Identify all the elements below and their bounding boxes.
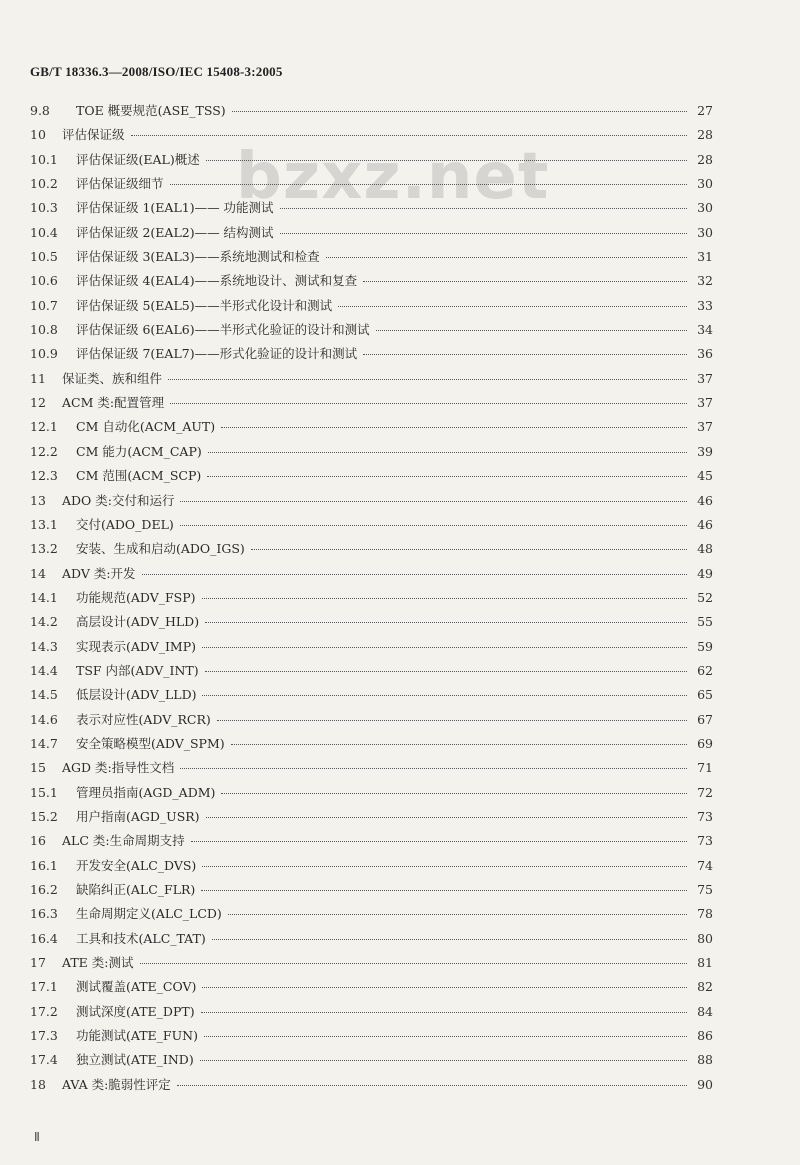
toc-entry-title: 测试覆盖(ATE_COV) xyxy=(76,979,197,995)
toc-entry-number: 11 xyxy=(30,370,46,386)
toc-entry-number: 14.5 xyxy=(30,687,58,703)
toc-dot-leader xyxy=(177,1085,687,1086)
toc-entry-title: 评估保证级(EAL)概述 xyxy=(76,151,200,167)
toc-entry-number: 10.6 xyxy=(30,273,58,289)
toc-entry[interactable] xyxy=(30,880,713,904)
toc-entry[interactable] xyxy=(30,856,713,880)
toc-entry-page: 37 xyxy=(697,395,713,411)
toc-entry-page: 55 xyxy=(697,614,713,630)
toc-entry-title: 实现表示(ADV_IMP) xyxy=(76,638,197,654)
toc-entry-title: ATE 类:测试 xyxy=(62,955,134,971)
toc-entry-title: 评估保证级 4(EAL4)——系统地设计、测试和复查 xyxy=(76,273,358,289)
toc-entry-title: TOE 概要规范(ASE_TSS) xyxy=(76,103,226,118)
toc-dot-leader xyxy=(217,720,687,721)
toc-entry-title: 评估保证级 5(EAL5)——半形式化设计和测试 xyxy=(76,297,333,313)
toc-dot-leader xyxy=(142,574,687,575)
toc-entry-page: 71 xyxy=(697,760,713,776)
toc-dot-leader xyxy=(140,963,688,964)
toc-entry-number: 14.6 xyxy=(30,711,58,727)
toc-entry-page: 75 xyxy=(697,882,713,897)
toc-dot-leader xyxy=(131,135,687,136)
toc-entry-number: 15.2 xyxy=(30,808,58,824)
toc-entry-title: 工具和技术(ALC_TAT) xyxy=(76,930,206,946)
toc-entry[interactable] xyxy=(30,491,713,515)
toc-entry[interactable] xyxy=(30,442,713,466)
toc-entry-page: 78 xyxy=(697,906,713,922)
toc-entry-number: 10.9 xyxy=(30,346,58,362)
toc-entry[interactable] xyxy=(30,150,713,174)
toc-entry-title: 功能规范(ADV_FSP) xyxy=(76,589,196,605)
toc-entry-page: 49 xyxy=(697,565,713,581)
toc-entry[interactable] xyxy=(30,904,713,928)
page-number-footer: Ⅱ xyxy=(34,1130,40,1144)
toc-dot-leader xyxy=(202,987,687,988)
toc-dot-leader xyxy=(232,111,687,112)
toc-entry-number: 16.2 xyxy=(30,882,58,897)
toc-entry[interactable] xyxy=(30,637,713,661)
toc-dot-leader xyxy=(251,549,687,550)
toc-entry-page: 33 xyxy=(697,297,713,313)
toc-entry-title: 测试深度(ATE_DPT) xyxy=(76,1003,195,1019)
toc-entry-number: 12.2 xyxy=(30,443,58,459)
toc-entry-page: 90 xyxy=(697,1076,713,1092)
toc-entry[interactable] xyxy=(30,929,713,953)
toc-entry[interactable] xyxy=(30,515,713,539)
toc-entry-page: 46 xyxy=(697,492,713,508)
toc-entry-number: 16.4 xyxy=(30,930,58,946)
toc-entry-number: 17 xyxy=(30,955,46,971)
toc-entry-page: 32 xyxy=(697,273,713,289)
toc-entry-title: ALC 类:生命周期支持 xyxy=(62,833,185,849)
toc-dot-leader xyxy=(338,306,687,307)
toc-dot-leader xyxy=(180,768,687,769)
toc-entry-title: 表示对应性(ADV_RCR) xyxy=(76,711,211,727)
toc-entry-number: 13.1 xyxy=(30,516,58,532)
toc-entry[interactable] xyxy=(30,758,713,782)
toc-entry[interactable] xyxy=(30,1050,713,1074)
toc-entry-page: 45 xyxy=(697,468,713,484)
toc-entry[interactable] xyxy=(30,612,713,636)
toc-entry-page: 67 xyxy=(697,711,713,727)
toc-entry-title: ADO 类:交付和运行 xyxy=(62,492,175,508)
toc-entry[interactable] xyxy=(30,734,713,758)
toc-entry-number: 16.3 xyxy=(30,906,58,922)
toc-entry[interactable] xyxy=(30,344,713,368)
standard-id-header: GB/T 18336.3—2008/ISO/IEC 15408-3:2005 xyxy=(30,64,283,79)
toc-entry-title: 缺陷纠正(ALC_FLR) xyxy=(76,882,196,897)
toc-entry[interactable] xyxy=(30,807,713,831)
toc-entry-page: 31 xyxy=(697,249,713,265)
toc-entry-number: 14.4 xyxy=(30,662,58,678)
toc-entry-page: 86 xyxy=(697,1028,713,1044)
toc-entry-title: 交付(ADO_DEL) xyxy=(76,516,174,532)
toc-entry-page: 73 xyxy=(697,833,713,849)
toc-dot-leader xyxy=(168,379,687,380)
toc-dot-leader xyxy=(280,233,687,234)
toc-dot-leader xyxy=(204,1036,687,1037)
toc-entry[interactable] xyxy=(30,539,713,563)
toc-entry[interactable] xyxy=(30,271,713,295)
toc-entry-title: 用户指南(AGD_USR) xyxy=(76,808,200,824)
toc-entry-title: 低层设计(ADV_LLD) xyxy=(76,687,197,703)
toc-entry-page: 30 xyxy=(697,200,713,216)
toc-entry-page: 88 xyxy=(697,1052,713,1068)
toc-dot-leader xyxy=(376,330,687,331)
toc-entry-number: 10.2 xyxy=(30,176,58,192)
toc-dot-leader xyxy=(363,354,687,355)
toc-dot-leader xyxy=(221,793,687,794)
toc-entry-title: 高层设计(ADV_HLD) xyxy=(76,614,200,630)
toc-dot-leader xyxy=(170,184,687,185)
toc-entry-page: 69 xyxy=(697,735,713,751)
toc-entry-number: 9.8 xyxy=(30,103,50,118)
toc-entry-title: 评估保证级细节 xyxy=(76,176,164,192)
toc-entry-page: 39 xyxy=(697,443,713,459)
toc-entry-page: 27 xyxy=(697,103,713,118)
toc-dot-leader xyxy=(231,744,687,745)
toc-entry-page: 46 xyxy=(697,516,713,532)
toc-entry[interactable] xyxy=(30,953,713,977)
toc-entry[interactable] xyxy=(30,1002,713,1026)
toc-entry-number: 18 xyxy=(30,1076,46,1092)
toc-entry-title: 保证类、族和组件 xyxy=(62,370,163,386)
toc-entry[interactable] xyxy=(30,588,713,612)
toc-entry[interactable] xyxy=(30,685,713,709)
toc-entry-page: 81 xyxy=(697,955,713,971)
toc-dot-leader xyxy=(202,866,687,867)
toc-entry-title: 评估保证级 1(EAL1)—— 功能测试 xyxy=(76,200,274,216)
toc-dot-leader xyxy=(205,671,687,672)
toc-entry-title: 评估保证级 6(EAL6)——半形式化验证的设计和测试 xyxy=(76,322,370,338)
toc-entry-title: 评估保证级 7(EAL7)——形式化验证的设计和测试 xyxy=(76,346,358,362)
toc-entry-number: 10 xyxy=(30,127,46,143)
toc-entry-number: 17.1 xyxy=(30,979,58,995)
toc-entry-title: TSF 内部(ADV_INT) xyxy=(76,662,199,678)
toc-dot-leader xyxy=(201,890,687,891)
toc-entry[interactable] xyxy=(30,831,713,855)
toc-entry-number: 14.2 xyxy=(30,614,58,630)
toc-entry-title: CM 范围(ACM_SCP) xyxy=(76,468,202,484)
toc-entry-number: 10.3 xyxy=(30,200,58,216)
toc-dot-leader xyxy=(191,841,687,842)
toc-entry-title: ACM 类:配置管理 xyxy=(62,395,165,411)
toc-entry-page: 30 xyxy=(697,176,713,192)
toc-entry-number: 13.2 xyxy=(30,541,58,557)
toc-dot-leader xyxy=(180,525,687,526)
toc-entry-page: 59 xyxy=(697,638,713,654)
toc-entry-page: 80 xyxy=(697,930,713,946)
toc-entry[interactable] xyxy=(30,661,713,685)
toc-entry-page: 84 xyxy=(697,1003,713,1019)
toc-entry-title: 评估保证级 3(EAL3)——系统地测试和检查 xyxy=(76,249,320,265)
toc-dot-leader xyxy=(207,476,687,477)
toc-entry[interactable] xyxy=(30,174,713,198)
toc-entry-number: 15.1 xyxy=(30,784,58,800)
toc-entry-page: 34 xyxy=(697,322,713,338)
toc-dot-leader xyxy=(201,1012,687,1013)
toc-entry-page: 74 xyxy=(697,857,713,873)
toc-entry[interactable] xyxy=(30,1075,713,1099)
toc-entry-title: AVA 类:脆弱性评定 xyxy=(62,1076,171,1092)
toc-dot-leader xyxy=(170,403,687,404)
toc-entry-number: 12.3 xyxy=(30,468,58,484)
toc-dot-leader xyxy=(326,257,687,258)
toc-entry-number: 14 xyxy=(30,565,46,581)
toc-entry-number: 16.1 xyxy=(30,857,58,873)
toc-entry[interactable] xyxy=(30,223,713,247)
toc-entry-number: 15 xyxy=(30,760,46,776)
toc-entry[interactable] xyxy=(30,247,713,271)
toc-entry-title: 功能测试(ATE_FUN) xyxy=(76,1028,198,1044)
toc-dot-leader xyxy=(363,281,687,282)
toc-entry-page: 37 xyxy=(697,419,713,435)
toc-dot-leader xyxy=(280,208,687,209)
toc-dot-leader xyxy=(200,1060,687,1061)
toc-entry-title: 评估保证级 xyxy=(62,127,125,143)
toc-entry-page: 37 xyxy=(697,370,713,386)
toc-entry-page: 30 xyxy=(697,224,713,240)
toc-entry-number: 13 xyxy=(30,492,46,508)
toc-entry-number: 10.5 xyxy=(30,249,58,265)
toc-entry[interactable] xyxy=(30,320,713,344)
toc-entry-page: 73 xyxy=(697,808,713,824)
toc-entry[interactable] xyxy=(30,977,713,1001)
toc-entry-number: 14.3 xyxy=(30,638,58,654)
toc-entry[interactable] xyxy=(30,125,713,149)
toc-entry-number: 17.3 xyxy=(30,1028,58,1044)
toc-entry[interactable] xyxy=(30,417,713,441)
toc-entry-title: 评估保证级 2(EAL2)—— 结构测试 xyxy=(76,224,274,240)
toc-entry[interactable] xyxy=(30,564,713,588)
toc-dot-leader xyxy=(202,695,687,696)
toc-entry-number: 16 xyxy=(30,833,46,849)
table-of-contents xyxy=(30,101,713,1099)
toc-entry-title: 开发安全(ALC_DVS) xyxy=(76,857,197,873)
toc-entry-number: 12 xyxy=(30,395,46,411)
toc-entry[interactable] xyxy=(30,466,713,490)
toc-entry-title: 管理员指南(AGD_ADM) xyxy=(76,784,216,800)
toc-entry-number: 14.7 xyxy=(30,735,58,751)
toc-entry-title: 安装、生成和启动(ADO_IGS) xyxy=(76,541,245,557)
toc-entry-number: 10.1 xyxy=(30,151,58,167)
toc-entry-title: CM 能力(ACM_CAP) xyxy=(76,443,202,459)
toc-entry[interactable] xyxy=(30,296,713,320)
toc-dot-leader xyxy=(206,817,687,818)
toc-entry-page: 62 xyxy=(697,662,713,678)
toc-entry-page: 28 xyxy=(697,151,713,167)
toc-entry-number: 10.4 xyxy=(30,224,58,240)
toc-dot-leader xyxy=(202,647,687,648)
toc-entry[interactable] xyxy=(30,393,713,417)
toc-entry-page: 36 xyxy=(697,346,713,362)
toc-entry-title: AGD 类:指导性文档 xyxy=(62,760,175,776)
toc-dot-leader xyxy=(212,939,687,940)
toc-entry-title: ADV 类:开发 xyxy=(62,565,136,581)
toc-entry-page: 48 xyxy=(697,541,713,557)
toc-entry-title: 生命周期定义(ALC_LCD) xyxy=(76,906,222,922)
toc-entry-title: 独立测试(ATE_IND) xyxy=(76,1052,194,1068)
toc-entry[interactable] xyxy=(30,783,713,807)
toc-entry-page: 65 xyxy=(697,687,713,703)
toc-entry[interactable] xyxy=(30,101,713,125)
toc-entry-number: 10.8 xyxy=(30,322,58,338)
toc-entry-number: 17.4 xyxy=(30,1052,58,1068)
toc-entry[interactable] xyxy=(30,1026,713,1050)
toc-dot-leader xyxy=(228,914,687,915)
toc-entry-title: CM 自动化(ACM_AUT) xyxy=(76,419,216,435)
toc-dot-leader xyxy=(205,622,687,623)
toc-dot-leader xyxy=(202,598,687,599)
toc-entry-number: 10.7 xyxy=(30,297,58,313)
toc-entry-title: 安全策略模型(ADV_SPM) xyxy=(76,735,225,751)
toc-entry-number: 17.2 xyxy=(30,1003,58,1019)
toc-entry[interactable] xyxy=(30,710,713,734)
toc-entry-page: 72 xyxy=(697,784,713,800)
toc-entry-number: 12.1 xyxy=(30,419,58,435)
toc-dot-leader xyxy=(180,501,687,502)
toc-dot-leader xyxy=(208,452,687,453)
toc-dot-leader xyxy=(221,427,687,428)
toc-dot-leader xyxy=(206,160,687,161)
toc-entry[interactable] xyxy=(30,369,713,393)
toc-entry-page: 82 xyxy=(697,979,713,995)
toc-entry[interactable] xyxy=(30,198,713,222)
watermark: bzxz.net xyxy=(236,140,550,214)
toc-entry-number: 14.1 xyxy=(30,589,58,605)
toc-entry-page: 28 xyxy=(697,127,713,143)
toc-entry-page: 52 xyxy=(697,589,713,605)
